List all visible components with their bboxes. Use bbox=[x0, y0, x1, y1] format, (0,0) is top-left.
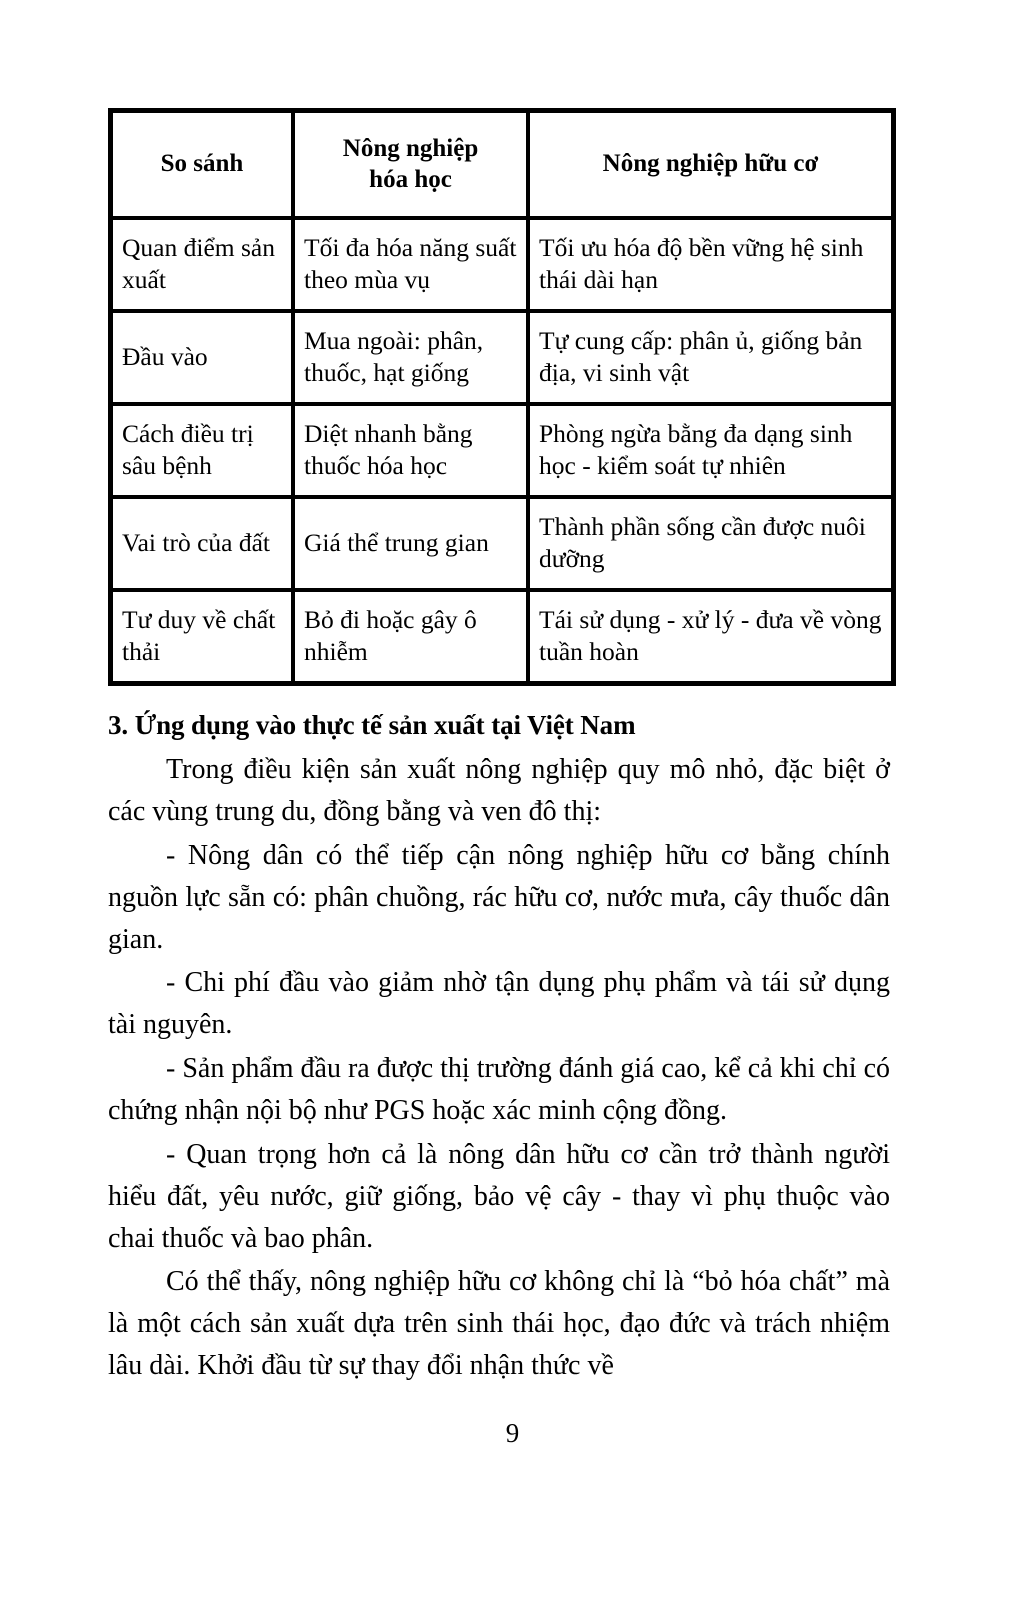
cell-criteria: Cách điều trị sâu bệnh bbox=[111, 404, 293, 497]
column-header-chemical-line2: hóa học bbox=[369, 166, 452, 193]
column-header-chemical-line1: Nông nghiệp bbox=[342, 134, 479, 162]
table-row bbox=[111, 497, 893, 590]
column-header-organic: Nông nghiệp hữu cơ bbox=[528, 111, 893, 218]
table-header-row bbox=[111, 111, 893, 218]
paragraph-bullet-3: - Sản phẩm đầu ra được thị trường đánh giá cao, kể cả khi chỉ có chứng nhận nội bộ như PGS hoặc xác minh cộng đồng. bbox=[108, 1053, 890, 1126]
cell-organic: Tái sử dụng - xử lý - đưa về vòng tuần hoàn bbox=[528, 590, 893, 683]
page-number: 9 bbox=[505, 1418, 520, 1448]
column-header-criteria: So sánh bbox=[111, 111, 293, 218]
table-row bbox=[111, 218, 893, 311]
table-body bbox=[111, 218, 893, 683]
paragraph-conclusion: Có thể thấy, nông nghiệp hữu cơ không chỉ là “bỏ hóa chất” mà là một cách sản xuất dựa trên sinh thái học, đạo đức và trách nhiệm lâu dài. Khởi đầu từ sự thay đổi nhận thức về bbox=[108, 1266, 890, 1382]
paragraph-bullet-2: - Chi phí đầu vào giảm nhờ tận dụng phụ phẩm và tái sử dụng tài nguyên. bbox=[108, 967, 890, 1041]
cell-chemical: Diệt nhanh bằng thuốc hóa học bbox=[293, 404, 528, 497]
page-content bbox=[108, 108, 890, 1387]
cell-chemical: Bỏ đi hoặc gây ô nhiễm bbox=[293, 590, 528, 683]
cell-chemical: Mua ngoài: phân, thuốc, hạt giống bbox=[293, 311, 528, 404]
cell-chemical: Tối đa hóa năng suất theo mùa vụ bbox=[293, 218, 528, 311]
paragraph-intro: Trong điều kiện sản xuất nông nghiệp quy mô nhỏ, đặc biệt ở các vùng trung du, đồng bằng và ven đô thị: bbox=[108, 754, 890, 827]
cell-organic: Tối ưu hóa độ bền vững hệ sinh thái dài hạn bbox=[528, 218, 893, 311]
paragraph-bullet-4: - Quan trọng hơn cả là nông dân hữu cơ cần trở thành người hiểu đất, yêu nước, giữ giống, bảo vệ cây - thay vì phụ thuộc vào chai thuốc và bao phân. bbox=[108, 1138, 890, 1254]
paragraph-bullet-1: - Nông dân có thể tiếp cận nông nghiệp hữu cơ bằng chính nguồn lực sẵn có: phân chuồng, rác hữu cơ, nước mưa, cây thuốc dân gian. bbox=[108, 839, 890, 955]
table-row bbox=[111, 404, 893, 497]
cell-criteria: Tư duy về chất thải bbox=[111, 590, 293, 683]
cell-criteria: Đầu vào bbox=[111, 311, 293, 404]
cell-organic: Phòng ngừa bằng đa dạng sinh học - kiểm soát tự nhiên bbox=[528, 404, 893, 497]
cell-chemical: Giá thể trung gian bbox=[293, 497, 528, 590]
cell-criteria: Vai trò của đất bbox=[111, 497, 293, 590]
section-heading: 3. Ứng dụng vào thực tế sản xuất tại Việt Nam bbox=[108, 710, 636, 740]
cell-organic: Thành phần sống cần được nuôi dưỡng bbox=[528, 497, 893, 590]
column-header-chemical bbox=[293, 111, 528, 218]
table-row bbox=[111, 311, 893, 404]
table-header bbox=[111, 111, 893, 218]
cell-criteria: Quan điểm sản xuất bbox=[111, 218, 293, 311]
comparison-table bbox=[108, 108, 896, 686]
table-row bbox=[111, 590, 893, 683]
cell-organic: Tự cung cấp: phân ủ, giống bản địa, vi sinh vật bbox=[528, 311, 893, 404]
